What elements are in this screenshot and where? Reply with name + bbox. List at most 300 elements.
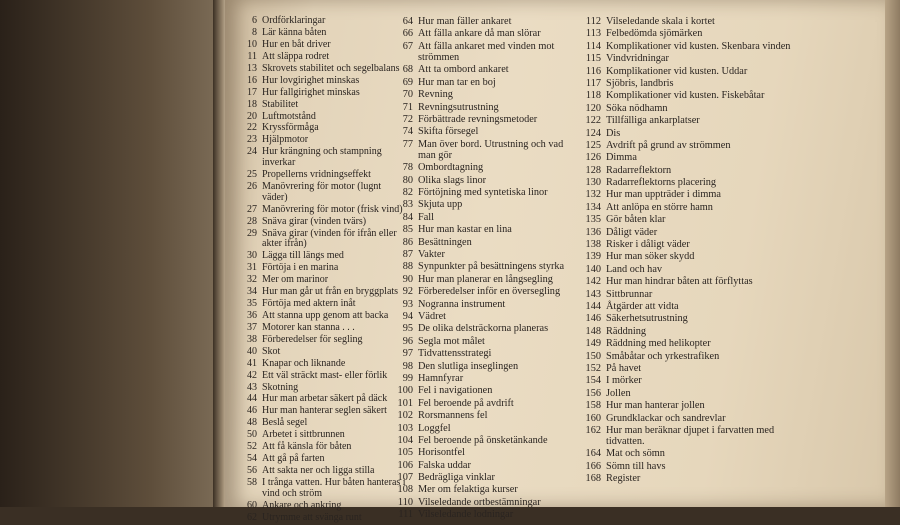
contents-entry bbox=[583, 115, 811, 126]
page-number: 132 bbox=[585, 189, 601, 201]
entry-title: Söka nödhamn bbox=[606, 102, 668, 114]
contents-entry bbox=[395, 447, 575, 458]
entry-title: Hur man går ut från en bryggplats bbox=[262, 286, 399, 297]
entry-title: Fel i navigationen bbox=[418, 385, 493, 397]
contents-entry bbox=[395, 311, 575, 322]
contents-entry bbox=[239, 170, 409, 181]
contents-entry bbox=[239, 40, 409, 51]
entry-title: Falska uddar bbox=[418, 459, 471, 471]
contents-entry bbox=[239, 275, 409, 286]
page-number: 139 bbox=[585, 251, 601, 263]
entry-title: Horisontfel bbox=[418, 447, 465, 459]
page-number: 35 bbox=[247, 297, 257, 309]
contents-entry bbox=[583, 189, 811, 200]
entry-title: Hur man arbetar säkert på däck bbox=[262, 393, 388, 405]
contents-entry bbox=[583, 41, 811, 52]
page-number: 113 bbox=[585, 28, 601, 40]
contents-entry bbox=[395, 16, 575, 27]
page-number: 25 bbox=[247, 169, 257, 180]
page-number: 82 bbox=[402, 187, 413, 199]
contents-entry bbox=[395, 472, 575, 483]
page-number: 60 bbox=[247, 499, 257, 511]
page-number: 87 bbox=[402, 249, 413, 261]
page-number: 84 bbox=[402, 211, 413, 223]
contents-entry bbox=[395, 237, 575, 248]
page-number: 126 bbox=[585, 152, 601, 164]
contents-entry bbox=[583, 53, 811, 64]
contents-entry bbox=[239, 418, 409, 429]
page-number: 150 bbox=[585, 350, 601, 362]
contents-entry bbox=[239, 335, 409, 346]
page-number: 164 bbox=[585, 448, 601, 460]
contents-entry bbox=[395, 348, 575, 359]
contents-entry bbox=[583, 301, 811, 312]
entry-title: Hur lovgirighet minskas bbox=[262, 74, 360, 86]
contents-entry bbox=[239, 406, 409, 417]
page-number: 40 bbox=[247, 345, 257, 357]
entry-title: Vakter bbox=[418, 249, 445, 261]
entry-title: Revningsutrustning bbox=[418, 101, 499, 113]
page-number: 11 bbox=[247, 50, 257, 62]
contents-entry bbox=[583, 16, 811, 27]
page-number: 74 bbox=[402, 126, 413, 138]
page-number: 70 bbox=[402, 89, 413, 101]
page-number: 8 bbox=[252, 26, 257, 38]
contents-entry bbox=[583, 165, 811, 176]
page-number: 130 bbox=[585, 177, 601, 189]
entry-title: Skot bbox=[262, 345, 281, 357]
entry-title: Komplikationer vid kusten. Skenbara vinden bbox=[606, 40, 791, 52]
page-number: 93 bbox=[402, 298, 413, 310]
contents-entry bbox=[583, 461, 811, 472]
contents-entry bbox=[583, 338, 811, 349]
page-number: 18 bbox=[247, 98, 257, 110]
contents-entry bbox=[583, 276, 811, 287]
entry-title: Besättningen bbox=[418, 236, 472, 248]
contents-entry bbox=[395, 410, 575, 421]
page-number: 101 bbox=[397, 397, 413, 409]
entry-title: Räddning med helikopter bbox=[606, 338, 711, 350]
page-number: 54 bbox=[247, 453, 257, 465]
entry-title: Att ta ombord ankaret bbox=[418, 64, 509, 76]
page-number: 124 bbox=[585, 127, 601, 139]
contents-column-3 bbox=[583, 16, 811, 486]
entry-title: Att stanna upp genom att backa bbox=[262, 309, 389, 321]
entry-title: Dåligt väder bbox=[606, 226, 658, 238]
contents-entry bbox=[583, 413, 811, 424]
contents-entry bbox=[583, 152, 811, 163]
page-number: 111 bbox=[398, 509, 413, 521]
entry-title: Ankare och ankring bbox=[262, 499, 342, 511]
entry-title: De olika delsträckorna planeras bbox=[418, 323, 549, 335]
contents-entry bbox=[583, 140, 811, 151]
page-number: 69 bbox=[402, 76, 413, 88]
entry-title: Register bbox=[606, 473, 641, 485]
contents-entry bbox=[239, 16, 409, 27]
contents-entry bbox=[395, 126, 575, 137]
entry-title: Tidvattensstrategi bbox=[418, 348, 492, 360]
contents-entry bbox=[239, 147, 409, 169]
page-number: 32 bbox=[247, 274, 257, 286]
contents-entry bbox=[239, 205, 409, 216]
entry-title: Hur fallgirighet minskas bbox=[262, 86, 360, 98]
page-number: 88 bbox=[402, 261, 413, 273]
entry-title: Förtöja i en marina bbox=[262, 262, 339, 274]
contents-entry bbox=[395, 114, 575, 125]
page-number: 71 bbox=[402, 101, 413, 113]
contents-entry bbox=[583, 239, 811, 250]
page-number: 24 bbox=[247, 146, 257, 158]
contents-entry bbox=[395, 249, 575, 260]
page-number: 17 bbox=[247, 86, 257, 98]
page-number: 138 bbox=[585, 239, 601, 251]
entry-title: Lägga till längs med bbox=[262, 250, 344, 262]
page-number: 86 bbox=[402, 236, 413, 248]
page-number: 156 bbox=[585, 387, 601, 399]
contents-entry bbox=[239, 135, 409, 146]
page-number: 13 bbox=[247, 62, 257, 74]
contents-entry bbox=[395, 28, 575, 39]
entry-title: Motorer kan stanna . . . bbox=[262, 321, 355, 333]
contents-entry bbox=[583, 313, 811, 324]
contents-entry bbox=[395, 187, 575, 198]
page-number: 27 bbox=[247, 203, 257, 215]
contents-entry bbox=[583, 351, 811, 362]
page-number: 22 bbox=[247, 122, 257, 134]
page-number: 31 bbox=[247, 262, 257, 274]
left-page bbox=[0, 0, 215, 507]
contents-entry bbox=[395, 509, 575, 520]
entry-title: I trånga vatten. Hur båten hanteras i vind och ström bbox=[262, 477, 406, 499]
contents-entry bbox=[395, 175, 575, 186]
entry-title: Småbåtar och yrkestrafiken bbox=[606, 350, 720, 362]
page-number: 29 bbox=[247, 227, 257, 239]
page-number: 115 bbox=[585, 53, 601, 65]
entry-title: Ett väl sträckt mast- eller förlik bbox=[262, 369, 388, 381]
contents-entry bbox=[239, 466, 409, 477]
contents-entry bbox=[583, 227, 811, 238]
page-number: 46 bbox=[247, 405, 257, 417]
entry-title: Jollen bbox=[606, 387, 631, 399]
contents-entry bbox=[395, 199, 575, 210]
entry-title: Vindvridningar bbox=[606, 53, 669, 65]
entry-title: Att anlöpa en större hamn bbox=[606, 201, 713, 213]
contents-entry bbox=[583, 103, 811, 114]
page-number: 72 bbox=[402, 113, 413, 125]
entry-title: Vädret bbox=[418, 311, 447, 322]
entry-title: Revning bbox=[418, 89, 453, 101]
entry-title: Hur man beräknar djupet i farvatten med tidvatten. bbox=[606, 424, 775, 448]
contents-entry bbox=[239, 287, 409, 298]
entry-title: Dimma bbox=[606, 152, 637, 164]
page-number: 43 bbox=[247, 381, 257, 393]
entry-title: Felbedömda sjömärken bbox=[606, 28, 703, 40]
entry-title: Skotning bbox=[262, 381, 299, 393]
page-number: 102 bbox=[397, 410, 413, 422]
contents-entry bbox=[239, 217, 409, 228]
page-number: 37 bbox=[247, 321, 257, 333]
entry-title: Hur man söker skydd bbox=[606, 251, 695, 263]
contents-entry bbox=[395, 286, 575, 297]
entry-title: Att fälla ankare då man slörar bbox=[418, 28, 541, 40]
entry-title: Rorsmannens fel bbox=[418, 410, 488, 422]
entry-title: Gör båten klar bbox=[606, 214, 666, 226]
entry-title: Grundklackar och sandrevlar bbox=[606, 412, 726, 424]
contents-entry bbox=[395, 224, 575, 235]
contents-entry bbox=[239, 52, 409, 63]
page-number: 144 bbox=[585, 300, 601, 312]
contents-column-1 bbox=[239, 16, 409, 525]
entry-title: Sittbrunnar bbox=[606, 288, 653, 300]
entry-title: Förberedelser för segling bbox=[262, 333, 363, 345]
contents-entry bbox=[239, 478, 409, 500]
entry-title: Hur man hanterar seglen säkert bbox=[262, 405, 387, 417]
contents-entry bbox=[239, 88, 409, 99]
contents-entry bbox=[239, 76, 409, 87]
contents-entry bbox=[239, 64, 409, 75]
page-number: 38 bbox=[247, 333, 257, 345]
contents-entry bbox=[583, 363, 811, 374]
contents-column-2 bbox=[395, 16, 575, 522]
page-number: 64 bbox=[402, 16, 413, 27]
page-number: 112 bbox=[585, 16, 601, 27]
page-number: 142 bbox=[585, 276, 601, 288]
entry-title: Fall bbox=[418, 211, 435, 223]
entry-title: Segla mot målet bbox=[418, 335, 485, 347]
contents-entry bbox=[239, 182, 409, 204]
contents-entry bbox=[395, 497, 575, 508]
contents-entry bbox=[395, 484, 575, 495]
page-number: 128 bbox=[585, 164, 601, 176]
contents-entry bbox=[395, 336, 575, 347]
entry-title: Hur man planerar en långsegling bbox=[418, 273, 553, 285]
entry-title: Skrovets stabilitet och segelbalans bbox=[262, 62, 400, 74]
entry-title: Avdrift på grund av strömmen bbox=[606, 139, 731, 151]
contents-entry bbox=[239, 112, 409, 123]
page-number: 77 bbox=[402, 138, 413, 150]
entry-title: Hur man uppträder i dimma bbox=[606, 189, 721, 201]
page-number: 110 bbox=[397, 496, 413, 508]
entry-title: Fel beroende på önsketänkande bbox=[418, 434, 548, 446]
contents-entry bbox=[239, 442, 409, 453]
contents-entry bbox=[239, 28, 409, 39]
page-number: 134 bbox=[585, 201, 601, 213]
contents-entry bbox=[239, 347, 409, 358]
page-number: 42 bbox=[247, 369, 257, 381]
contents-entry bbox=[583, 375, 811, 386]
page-number: 36 bbox=[247, 309, 257, 321]
entry-title: Ombordtagning bbox=[418, 162, 484, 174]
entry-title: Stabilitet bbox=[262, 98, 299, 110]
entry-title: I mörker bbox=[606, 375, 642, 387]
contents-entry bbox=[239, 454, 409, 465]
entry-title: Land och hav bbox=[606, 263, 663, 275]
contents-entry bbox=[395, 385, 575, 396]
entry-title: Hjälpmotor bbox=[262, 134, 309, 146]
page-number: 97 bbox=[402, 348, 413, 360]
contents-entry bbox=[583, 202, 811, 213]
entry-title: Radarreflektorn bbox=[606, 164, 672, 176]
page-number: 58 bbox=[247, 477, 257, 488]
entry-title: Bedrägliga vinklar bbox=[418, 472, 495, 484]
contents-entry bbox=[395, 373, 575, 384]
entry-title: Den slutliga inseglingen bbox=[418, 360, 519, 372]
entry-title: Utrymme att svänga runt bbox=[262, 511, 362, 523]
page-number: 114 bbox=[585, 40, 601, 52]
contents-entry bbox=[395, 162, 575, 173]
entry-title: Komplikationer vid kusten. Fiskebåtar bbox=[606, 90, 765, 102]
page-number: 117 bbox=[585, 77, 601, 89]
entry-title: Att sakta ner och ligga stilla bbox=[262, 465, 375, 477]
page-number: 107 bbox=[397, 472, 413, 484]
contents-entry bbox=[583, 400, 811, 411]
contents-entry bbox=[239, 501, 409, 512]
page-number: 80 bbox=[402, 174, 413, 186]
page-number: 143 bbox=[585, 288, 601, 300]
entry-title: Mat och sömn bbox=[606, 448, 665, 460]
page-number: 154 bbox=[585, 375, 601, 387]
page-number: 52 bbox=[247, 441, 257, 453]
entry-title: Att gå på farten bbox=[262, 453, 325, 465]
contents-entry bbox=[239, 359, 409, 370]
entry-title: Hur man hindrar båten att förflyttas bbox=[606, 276, 753, 288]
entry-title: Säkerhetsutrustning bbox=[606, 313, 688, 325]
page-number: 85 bbox=[402, 224, 413, 236]
page-number: 100 bbox=[397, 385, 413, 397]
page-number: 125 bbox=[585, 139, 601, 151]
entry-title: Nogranna instrument bbox=[418, 298, 506, 310]
page-number: 104 bbox=[397, 434, 413, 446]
contents-entry bbox=[583, 473, 811, 484]
contents-entry bbox=[583, 326, 811, 337]
entry-title: Skifta försegel bbox=[418, 126, 479, 138]
entry-title: Hamnfyrar bbox=[418, 372, 464, 384]
page-number: 140 bbox=[585, 263, 601, 275]
entry-title: Lär känna båten bbox=[262, 26, 327, 38]
page-number: 120 bbox=[585, 102, 601, 114]
contents-entry bbox=[239, 394, 409, 405]
page-number: 10 bbox=[247, 38, 257, 50]
entry-title: Manövrering för motor (frisk vind) bbox=[262, 203, 403, 215]
contents-entry bbox=[583, 289, 811, 300]
entry-title: Olika slags linor bbox=[418, 174, 487, 186]
entry-title: Tillfälliga ankarplatser bbox=[606, 115, 700, 127]
contents-entry bbox=[239, 299, 409, 310]
page-number: 44 bbox=[247, 393, 257, 405]
contents-entry bbox=[239, 100, 409, 111]
page-number: 103 bbox=[397, 422, 413, 434]
contents-entry bbox=[239, 311, 409, 322]
entry-title: Skjuta upp bbox=[418, 199, 463, 211]
contents-entry bbox=[395, 41, 575, 63]
page-number: 108 bbox=[397, 484, 413, 496]
contents-page bbox=[225, 0, 885, 523]
entry-title: Räddning bbox=[606, 325, 647, 337]
entry-title: Fel beroende på avdrift bbox=[418, 397, 514, 409]
entry-title: Åtgärder att vidta bbox=[606, 300, 679, 312]
entry-title: Komplikationer vid kusten. Uddar bbox=[606, 65, 748, 77]
page-number: 16 bbox=[247, 74, 257, 86]
page-number: 20 bbox=[247, 110, 257, 122]
contents-entry bbox=[395, 212, 575, 223]
contents-entry bbox=[239, 263, 409, 274]
entry-title: Sömn till havs bbox=[606, 460, 666, 472]
contents-entry bbox=[583, 425, 811, 447]
contents-entry bbox=[395, 323, 575, 334]
entry-title: Sjöbris, landbris bbox=[606, 77, 674, 89]
page-edge bbox=[885, 0, 900, 507]
entry-title: Radarreflektorns placering bbox=[606, 177, 717, 189]
page-number: 99 bbox=[402, 372, 413, 384]
entry-title: Förtöja med aktern inåt bbox=[262, 297, 356, 309]
entry-title: Hur man hanterar jollen bbox=[606, 400, 705, 412]
contents-entry bbox=[583, 251, 811, 262]
contents-entry bbox=[583, 388, 811, 399]
entry-title: Att få känsla för båten bbox=[262, 441, 352, 453]
entry-title: Mer om felaktiga kurser bbox=[418, 484, 518, 496]
contents-entry bbox=[583, 90, 811, 101]
page-number: 148 bbox=[585, 325, 601, 337]
page-number: 23 bbox=[247, 134, 257, 146]
page-number: 118 bbox=[585, 90, 601, 102]
entry-title: Hur en båt driver bbox=[262, 38, 331, 50]
entry-title: Ordförklaringar bbox=[262, 15, 326, 26]
page-number: 136 bbox=[585, 226, 601, 238]
entry-title: Vilseledande skala i kortet bbox=[606, 16, 715, 27]
entry-title: Beslå segel bbox=[262, 417, 308, 429]
page-number: 106 bbox=[397, 459, 413, 471]
page-number: 68 bbox=[402, 64, 413, 76]
entry-title: Hur krängning och stampning inverkar bbox=[262, 146, 382, 169]
contents-entry bbox=[583, 214, 811, 225]
page-number: 98 bbox=[402, 360, 413, 372]
entry-title: Förtöjning med syntetiska linor bbox=[418, 187, 548, 199]
entry-title: Luftmotstånd bbox=[262, 110, 316, 122]
page-number: 94 bbox=[402, 311, 413, 322]
page-number: 158 bbox=[585, 400, 601, 412]
contents-entry bbox=[395, 102, 575, 113]
contents-entry bbox=[239, 383, 409, 394]
entry-title: Loggfel bbox=[418, 422, 451, 434]
page-number: 135 bbox=[585, 214, 601, 226]
page-number: 26 bbox=[247, 180, 257, 192]
entry-title: Propellerns vridningseffekt bbox=[262, 169, 371, 180]
contents-entry bbox=[395, 274, 575, 285]
page-number: 62 bbox=[247, 511, 257, 523]
entry-title: Risker i dåligt väder bbox=[606, 239, 690, 251]
entry-title: Vilseledande lodningar bbox=[418, 509, 514, 521]
contents-entry bbox=[395, 64, 575, 75]
entry-title: Arbetet i sittbrunnen bbox=[262, 429, 345, 441]
entry-title: Hur man tar en boj bbox=[418, 76, 496, 88]
entry-title: Vilseledande ortbestämningar bbox=[418, 496, 541, 508]
page-number: 166 bbox=[585, 460, 601, 472]
page-number: 34 bbox=[247, 286, 257, 297]
page-number: 146 bbox=[585, 313, 601, 325]
contents-entry bbox=[395, 398, 575, 409]
page-number: 30 bbox=[247, 250, 257, 262]
contents-entry bbox=[239, 371, 409, 382]
contents-entry bbox=[239, 513, 409, 524]
entry-title: Mer om marinor bbox=[262, 274, 329, 286]
entry-title: Förberedelser inför en översegling bbox=[418, 286, 561, 298]
contents-entry bbox=[395, 299, 575, 310]
page-number: 66 bbox=[402, 28, 413, 40]
page-number: 41 bbox=[247, 357, 257, 369]
contents-entry bbox=[239, 123, 409, 134]
contents-entry bbox=[395, 139, 575, 161]
entry-title: Förbättrade revningsmetoder bbox=[418, 113, 538, 125]
